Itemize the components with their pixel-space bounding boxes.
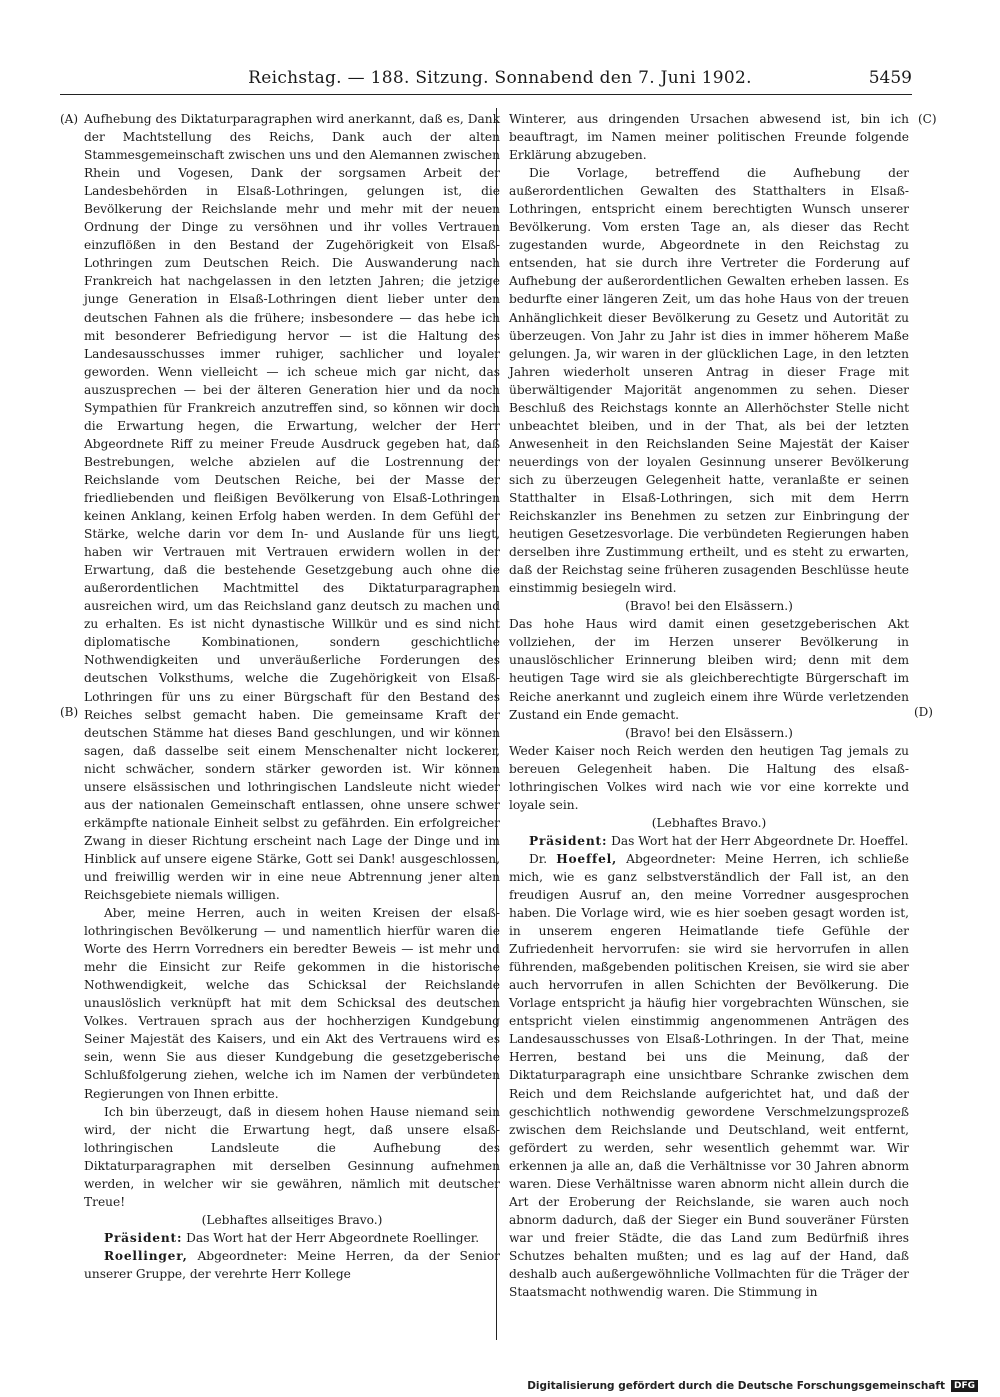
paragraph: Winterer, aus dringenden Ursachen abwesend ist, bin ich beauftragt, im Namen meiner politischen Freunde folgende Erklärung abzugeben. — [509, 112, 909, 163]
applause-note: (Bravo! bei den Elsässern.) — [625, 599, 793, 614]
running-title: Reichstag. — 188. Sitzung. Sonnabend den 7. Juni 1902. — [248, 68, 752, 88]
margin-mark-c: (C) — [918, 112, 937, 126]
right-column — [509, 110, 909, 1301]
paragraph: Das hohe Haus wird damit einen gesetzgeberischen Akt vollziehen, der im Herzen unserer Bevölkerung in unauslöschlicher Erinnerung bleiben wird; denn mit dem heutigen Tage wird sie als gleichberechtigte Bürgerschaft im Reiche anerkannt und zugleich einem ihre Würde verletzenden Zustand ein Ende gemacht. — [509, 617, 909, 722]
margin-mark-b: (B) — [60, 705, 79, 719]
speaker-label: Roellinger, — [104, 1248, 188, 1263]
left-column — [84, 110, 500, 1283]
speech-text: Abgeordneter: Meine Herren, ich schließe mich, wie es ganz selbstverständlich der Fall ist, an den freudigen Ausruf an, den meine Vorredner ausgesprochen haben. Die Vorlage wird, wie es hier soeben gesagt worden ist, in unserem engeren Heimatlande tiefe Gefühle der Zufriedenheit hervorrufen: sie wird sie hervorrufen in allen führenden, maßgebenden politischen Kreisen, sie wird sie aber auch hervorrufen in allen Schichten der Bevölkerung. Die Vorlage entspricht ja häufig hier vorgebrachten Wünschen, sie entspricht vielen einstimmig angenommenen Anträgen des Landesausschusses von Elsaß-Lothringen. In der That, meine Herren, bestand bei uns die Meinung, daß der Diktaturparagraph eine unsichtbare Schranke zwischen dem Reich und dem Reichslande aufgerichtet hat, und daß der geschichtlich nothwendig gewordene Verschmelzungsprozeß zwischen dem Reichslande und Deutschland, weit entfernt, gefördert zu werden, sehr wesentlich gehemmt war. Wir erkennen ja alle an, daß die Verhältnisse vor 30 Jahren abnorm waren. Diese Verhältnisse waren abnorm nicht allein durch die Art der Eroberung der Reichslande, sie waren auch noch abnorm dadurch, daß der Sieger ein Bund souveräner Fürsten war und freier Städte, die das Land zum Bedürfniß ihres Schutzes behalten mußten; und es lag auf der Hand, daß deshalb auch außergewöhnliche Vollmachten für die Träger der Staatsmacht nothwendig waren. Die Stimmung in — [509, 851, 909, 1300]
applause-note: (Lebhaftes Bravo.) — [651, 815, 767, 830]
speech-text: Das Wort hat der Herr Abgeordnete Roellinger. — [182, 1230, 480, 1245]
page-number: 5459 — [868, 68, 912, 88]
applause-note: (Bravo! bei den Elsässern.) — [625, 725, 793, 740]
speaker-label: Hoeffel, — [556, 851, 618, 866]
paragraph: Aber, meine Herren, auch in weiten Kreisen der elsaß-lothringischen Bevölkerung — und namentlich hierfür waren die Worte des Herrn Vorredners ein beredter Beweis — ist mehr und mehr die Einsicht zur Reife gekommen in die historische Nothwendigkeit, welche das Schicksal der Reichslande unauslöslich verknüpft hat mit dem Schicksal des deutschen Volkes. Vertrauen sprach aus der hochherzigen Kundgebung Seiner Majestät des Kaisers, und ein Akt des Vertrauens wird es sein, wenn Sie aus dieser Kundgebung die gesetzgeberische Schlußfolgerung ziehen, welche ich im Namen der verbündeten Regierungen von Ihnen erbitte. — [84, 906, 500, 1101]
margin-mark-d: (D) — [914, 705, 933, 719]
footer-credit: Digitalisierung gefördert durch die Deutsche Forschungsgemeinschaft — [527, 1380, 945, 1392]
paragraph: Aufhebung des Diktaturparagraphen wird anerkannt, daß es, Dank der Machtstellung des Reichs, Dank auch der alten Stammesgemeinschaft zwischen uns und den Alemannen zwischen Rhein und Vogesen, Dank der sorgsamen Arbeit der Landesbehörden in Elsaß-Lothringen, gelungen ist, die Bevölkerung der Reichslande mehr und mehr mit der neuen Ordnung der Dinge zu versöhnen und ihr volles Vertrauen einzuflößen in den Bestand der Zugehörigkeit von Elsaß-Lothringen zum Deutschen Reich. Die Auswanderung nach Frankreich hat nachgelassen in den letzten Jahren; die jetzige junge Generation in Elsaß-Lothringen dient lieber unter den deutschen Fahnen als die frühere; insbesondere — das hebe ich mit besonderer Befriedigung hervor — ist die Haltung des Landesausschusses immer ruhiger, sachlicher und loyaler geworden. Wenn vielleicht — ich scheue mich gar nicht, das auszusprechen — bei der älteren Generation hier und da noch Sympathien für Frankreich anzutreffen sind, so können wir doch die Erwartung hegen, die Erwartung, welcher der Herr Abgeordnete Riff zu meiner Freude Ausdruck gegeben hat, daß Bestrebungen, welche abzielen auf die Lostrennung der Reichslande vom Deutschen Reiche, bei der Masse der friedliebenden und fleißigen Bevölkerung von Elsaß-Lothringen keinen Anklang, keinen Erfolg haben werden. In dem Gefühl der Stärke, welche darin vor dem In- und Auslande für uns liegt, haben wir Vertrauen mit Vertrauen erwidern wollen in der Erwartung, daß die bestehende Gesetzgebung auch ohne die außerordentlichen Machtmittel des Diktaturparagraphen ausreichen wird, um das Reichsland ganz deutsch zu machen und zu erhalten. Es ist nicht dynastische Willkür und es sind nicht diplomatische Kombinationen, sondern geschichtliche Nothwendigkeiten und unveräußerliche Forderungen des deutschen Volksthums, welche die Zugehörigkeit von Elsaß-Lothringen für uns zu einer Bürgschaft für den Bestand des Reiches selbst gemacht haben. Die gemeinsame Kraft der deutschen Stämme hat dieses Band geschlungen, und wir können sagen, daß dasselbe seit einem Menschenalter nicht lockerer, nicht schwächer, sondern stärker geworden ist. Wir können unsere elsässischen und lothringischen Landsleute nicht wieder aus der nationalen Gemeinschaft entlassen, ohne unsere schwer erkämpfte nationale Einheit selbst zu gefährden. Ein erfolgreicher Zwang in dieser Richtung erscheint nach Lage der Dinge und im Hinblick auf unsere eigene Stärke, Gott sei Dank! ausgeschlossen, und freiwillig werden wir in eine neue Abtrennung jener alten Reichsgebiete niemals willigen. — [84, 112, 500, 903]
paragraph: Die Vorlage, betreffend die Aufhebung der außerordentlichen Gewalten des Statthalters in Elsaß-Lothringen, entspricht einem berechtigten Wunsch unserer Bevölkerung. Vom ersten Tage an, als dieser das Recht zugestanden wurde, Abgeordnete in den Reichstag zu entsenden, hat sie durch ihre Vertreter die Forderung auf Aufhebung der außerordentlichen Gewalten erheben lassen. Es bedurfte einer längeren Zeit, um das hohe Haus von der treuen Anhänglichkeit dieser Bevölkerung zu Gesetz und Autorität zu überzeugen. Von Jahr zu Jahr ist dies in immer höherem Maße gelungen. Ja, wir waren in der glücklichen Lage, in den letzten Jahren wiederholt unseren Antrag in dieser Frage mit überwältigender Majorität angenommen zu sehen. Dieser Beschluß des Reichstags konnte an Allerhöchster Stelle nicht unbeachtet bleiben, und in der That, als bei der letzten Anwesenheit in den Reichslanden Seine Majestät der Kaiser neuerdings von der loyalen Gesinnung unserer Bevölkerung sich zu überzeugen Gelegenheit hatte, veranlaßte er seinen Statthalter in Elsaß-Lothringen, sich mit dem Herrn Reichskanzler ins Benehmen zu setzen zur Einbringung der heutigen Gesetzesvorlage. Die verbündeten Regierungen haben derselben ihre Zustimmung ertheilt, und es steht zu erwarten, daß der Reichstag seine früheren zusagenden Beschlüsse heute einstimmig besiegeln wird. — [509, 166, 909, 596]
speaker-label: Präsident: — [529, 833, 608, 848]
footer — [527, 1380, 978, 1392]
speaker-prefix: Dr. — [529, 851, 557, 866]
speech-start — [84, 1247, 500, 1283]
speech-text: Das Wort hat der Herr Abgeordnete Dr. Hoeffel. — [607, 833, 909, 848]
paragraph: Ich bin überzeugt, daß in diesem hohen Hause niemand sein wird, der nicht die Erwartung hegt, daß unsere elsaß-lothringischen Landsleute die Aufhebung des Diktaturparagraphen mit derselben Gesinnung aufnehmen werden, in welcher wir sie gewähren, nämlich mit deutscher Treue! — [84, 1104, 500, 1209]
paragraph: Weder Kaiser noch Reich werden den heutigen Tag jemals zu bereuen Gelegenheit haben. Die Haltung des elsaß-lothringischen Volkes wird nach wie vor eine korrekte und loyale sein. — [509, 743, 909, 812]
page-header — [0, 62, 1000, 94]
president-remark — [84, 1229, 500, 1247]
dfg-logo: DFG — [951, 1380, 978, 1392]
president-remark — [509, 832, 909, 850]
margin-mark-a: (A) — [60, 112, 79, 126]
speaker-label: Präsident: — [104, 1230, 183, 1245]
speech-start — [509, 850, 909, 1301]
applause-note: (Lebhaftes allseitiges Bravo.) — [201, 1212, 383, 1227]
speech-text: Abgeordneter: Meine Herren, da der Senior unserer Gruppe, der verehrte Herr Kollege — [84, 1248, 500, 1281]
header-rule — [60, 94, 912, 95]
